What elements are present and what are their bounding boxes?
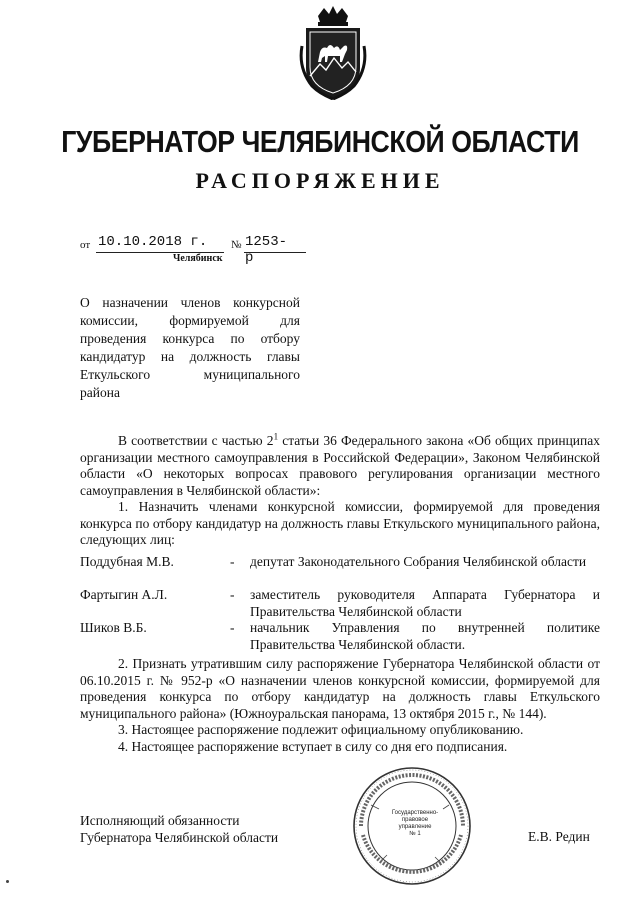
document-type: РАСПОРЯЖЕНИЕ — [195, 168, 445, 193]
document-body-top — [80, 433, 600, 549]
document-subject — [80, 294, 300, 402]
number-underline — [244, 252, 306, 253]
member-position: заместитель руководителя Аппарата Губернатора и Правительства Челябинской области — [250, 587, 600, 619]
date-prefix: от — [80, 239, 91, 251]
stamp-line: управление — [398, 824, 432, 830]
item-3-paragraph: 3. Настоящее распоряжение подлежит официальному опубликованию. — [118, 722, 524, 737]
coat-of-arms-icon — [296, 6, 370, 100]
signatory-role-line: Исполняющий обязанности — [80, 813, 240, 828]
member-name: Поддубная М.В. — [80, 554, 174, 569]
member-dash: - — [230, 587, 235, 602]
stamp-center-text — [390, 810, 440, 838]
subject-line: Еткульского муниципального — [80, 367, 300, 382]
subject-line: проведения конкурса по отбору — [80, 331, 300, 346]
preamble-text-rest: статьи 36 Федерального закона «Об общих принципах организации местного самоуправления в Российской Федерации», Законом Челябинской области «О некоторых вопросах правового регулирования организации местного самоуправления в Челябинской области»: — [80, 433, 600, 498]
member-dash: - — [230, 554, 235, 569]
preamble-superscript: 1 — [273, 431, 279, 442]
document-date: 10.10.2018 г. — [98, 234, 208, 250]
preamble-text: В соответствии с частью 2 — [118, 433, 274, 448]
member-position: депутат Законодательного Собрания Челябинской области — [250, 554, 587, 569]
member-position: начальник Управления по внутренней политике Правительства Челябинской области. — [250, 620, 600, 652]
preamble-paragraph — [80, 433, 600, 499]
subject-line: комиссии, формируемой для — [80, 313, 300, 328]
signatory-name: Е.В. Редин — [528, 829, 590, 844]
margin-mark — [6, 880, 9, 883]
stamp-line: Государственно- — [391, 810, 439, 816]
item-4-paragraph: 4. Настоящее распоряжение вступает в силу со дня его подписания. — [118, 738, 508, 754]
item-2-paragraph: 2. Признать утратившим силу распоряжение Губернатора Челябинской области от 06.10.2015 г. № 952-р «О назначении членов конкурсной комиссии, формируемой для проведения конкурса по отбору кандидатур на должность главы Еткульского муниципального района» (Южноуральская панорама, 13 октября 2015 г., № 144). — [80, 656, 600, 721]
document-title: ГУБЕРНАТОР ЧЕЛЯБИНСКОЙ ОБЛАСТИ — [61, 124, 579, 159]
document-body-bottom — [80, 656, 600, 755]
member-name: Фартыгин А.Л. — [80, 587, 168, 602]
subject-line: кандидатур на должность главы — [80, 349, 300, 364]
subject-line: района — [80, 385, 120, 400]
signatory-role — [80, 812, 278, 846]
item-1-paragraph: 1. Назначить членами конкурсной комиссии, формируемой для проведения конкурса по отбору кандидатур на должность главы Еткульского муниципального района, следующих лиц: — [80, 499, 600, 547]
subject-line: О назначении членов конкурсной — [80, 295, 300, 310]
city-label: Челябинск — [173, 253, 223, 264]
member-dash: - — [230, 620, 235, 635]
number-prefix: № — [231, 239, 242, 251]
member-name: Шиков В.Б. — [80, 620, 147, 635]
signatory-role-line: Губернатора Челябинской области — [80, 830, 279, 845]
stamp-line: № 1 — [409, 831, 421, 837]
stamp-line: правовое — [401, 817, 429, 823]
document-number: 1253-р — [245, 234, 288, 266]
